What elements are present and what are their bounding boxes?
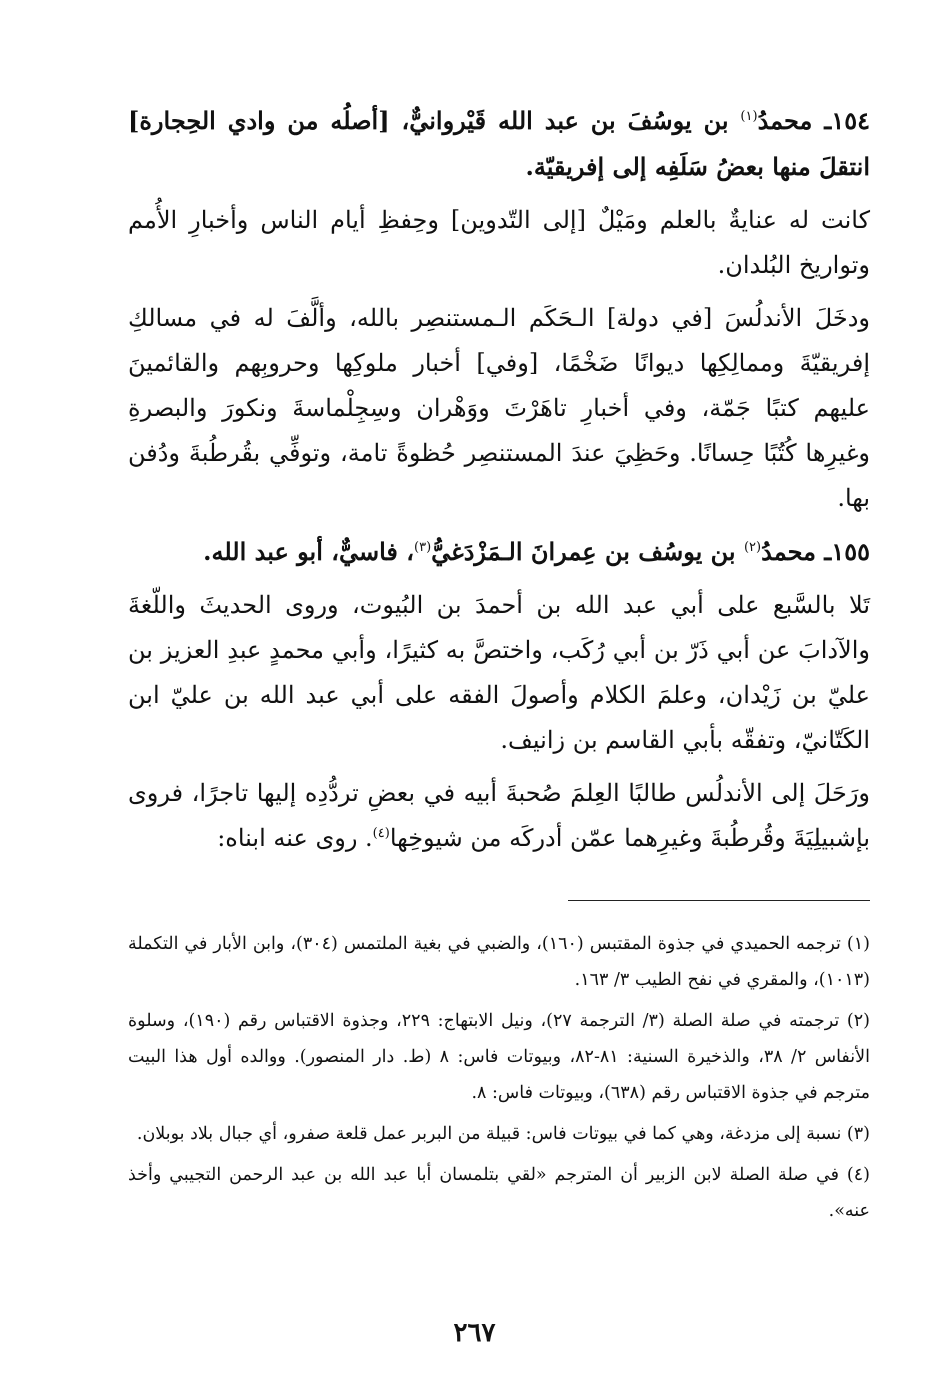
entry-155-paragraph-1: تَلا بالسَّبع على أبي عبد الله بن أحمدَ بن البُيوت، وروى الحديثَ واللّغةَ والآدابَ عن أبي ذَرّ بن أبي رُكَب، واختصَّ به كثيرًا، وأبي محمدٍ عبدِ العزيز بن عليّ بن زَيْدان، وعلمَ الكلام وأصولَ الفقه على أبي عبد الله بن عليّ ابن الكَتّانيّ، وتفقّه بأبي القاسم بن زانيف. [128,591,870,754]
footnote-divider [568,900,870,901]
footnotes [128,926,870,1234]
footnote-2: (٢) ترجمته في صلة الصلة (٣/ الترجمة ٢٧)، ونيل الابتهاج: ٢٢٩، وجذوة الاقتباس رقم (١٩٠)، وسلوة الأنفاس ٢/ ٣٨، والذخيرة السنية: ٨١-٨٢، وبيوتات فاس: ٨ (ط. دار المنصور). ووالده أول هذا البيت مترجم في جذوة الاقتباس رقم (٦٣٨)، وبيوتات فاس: ٨. [128,1011,870,1103]
entry-154-paragraph-1: كانت له عنايةٌ بالعلم ومَيْلٌ [إلى التّدوين] وحِفظِ أيام الناس وأخبارِ الأُمم وتواريخ البُلدان. [128,206,870,279]
footnote-ref-4[interactable]: (٤) [372,826,390,841]
footnote-3: (٣) نسبة إلى مزدغة، وهي كما في بيوتات فاس: قبيلة من البربر عمل قلعة صفرو، أي جبال بلاد بوبلان. [136,1124,870,1144]
entry-154-heading [128,98,870,190]
entry-155-paragraph-2-rest: . روى عنه ابناه: [217,824,373,852]
entry-155-heading [128,529,870,575]
footnote-4: (٤) في صلة الصلة لابن الزبير أن المترجم «لقي بتلمسان أبا عبد الله بن عبد الرحمن التجيبي وأخذ عنه». [128,1165,870,1221]
entry-155-paragraph-2 [128,771,870,861]
entry-154-name: ١٥٤ـ محمدُ [757,106,870,135]
entry-155-heading-rest: ، فاسيٌّ، أبو عبد الله. [203,537,415,566]
entry-155-heading-mid: بن يوسُف بن عِمرانَ الـمَزْدَغيُّ [431,537,744,566]
entry-154-paragraph-2: ودخَلَ الأندلُسَ [في دولة] الـحَكَم الـمستنصِر بالله، وألَّفَ له في مسالكِ إفريقيّةَ وممالِكِها ديوانًا ضَخْمًا، [وفي] أخبار ملوكِها وحروبِهم والقائمينَ عليهم كتبًا جَمّة، وفي أخبارِ تاهَرْتَ ووَهْران وسِجِلْماسةَ ونكورَ والبصرةِ وغيرِها كُتُبًا حِسانًا. وحَظِيَ عندَ المستنصِر حُظوةً تامة، وتوفِّي بقُرطُبةَ ودُفن بها. [128,304,870,512]
page-number: ٢٦٧ [453,1318,496,1348]
entry-155-paragraph-2-text: ورَحَلَ إلى الأندلُس طالبًا العِلمَ صُحبةَ أبيه في بعضِ تردُّدِه إليها تاجرًا، فروى بإشبيلِيَةَ وقُرطُبةَ وغيرِهما عمّن أدركَه من شيوخِها [128,779,870,852]
footnote-ref-2[interactable]: (٢) [743,540,762,555]
footnote-1: (١) ترجمه الحميدي في جذوة المقتبس (١٦٠)، والضبي في بغية الملتمس (٣٠٤)، وابن الأبار في التكملة (١٠١٣)، والمقري في نفح الطيب ٣/ ١٦٣. [128,934,870,990]
footnote-ref-3[interactable]: (٣) [414,540,432,555]
footnote-ref-1[interactable]: (١) [740,109,758,124]
entry-154-heading-rest: بن يوسُفَ بن عبد الله قَيْروانيٌّ، [أصلُه من وادي الحِجارة] انتقلَ منها بعضُ سَلَفِه إلى إفريقيّة. [128,106,870,181]
entry-155-name: ١٥٥ـ محمدُ [761,537,870,566]
main-text [128,98,870,861]
